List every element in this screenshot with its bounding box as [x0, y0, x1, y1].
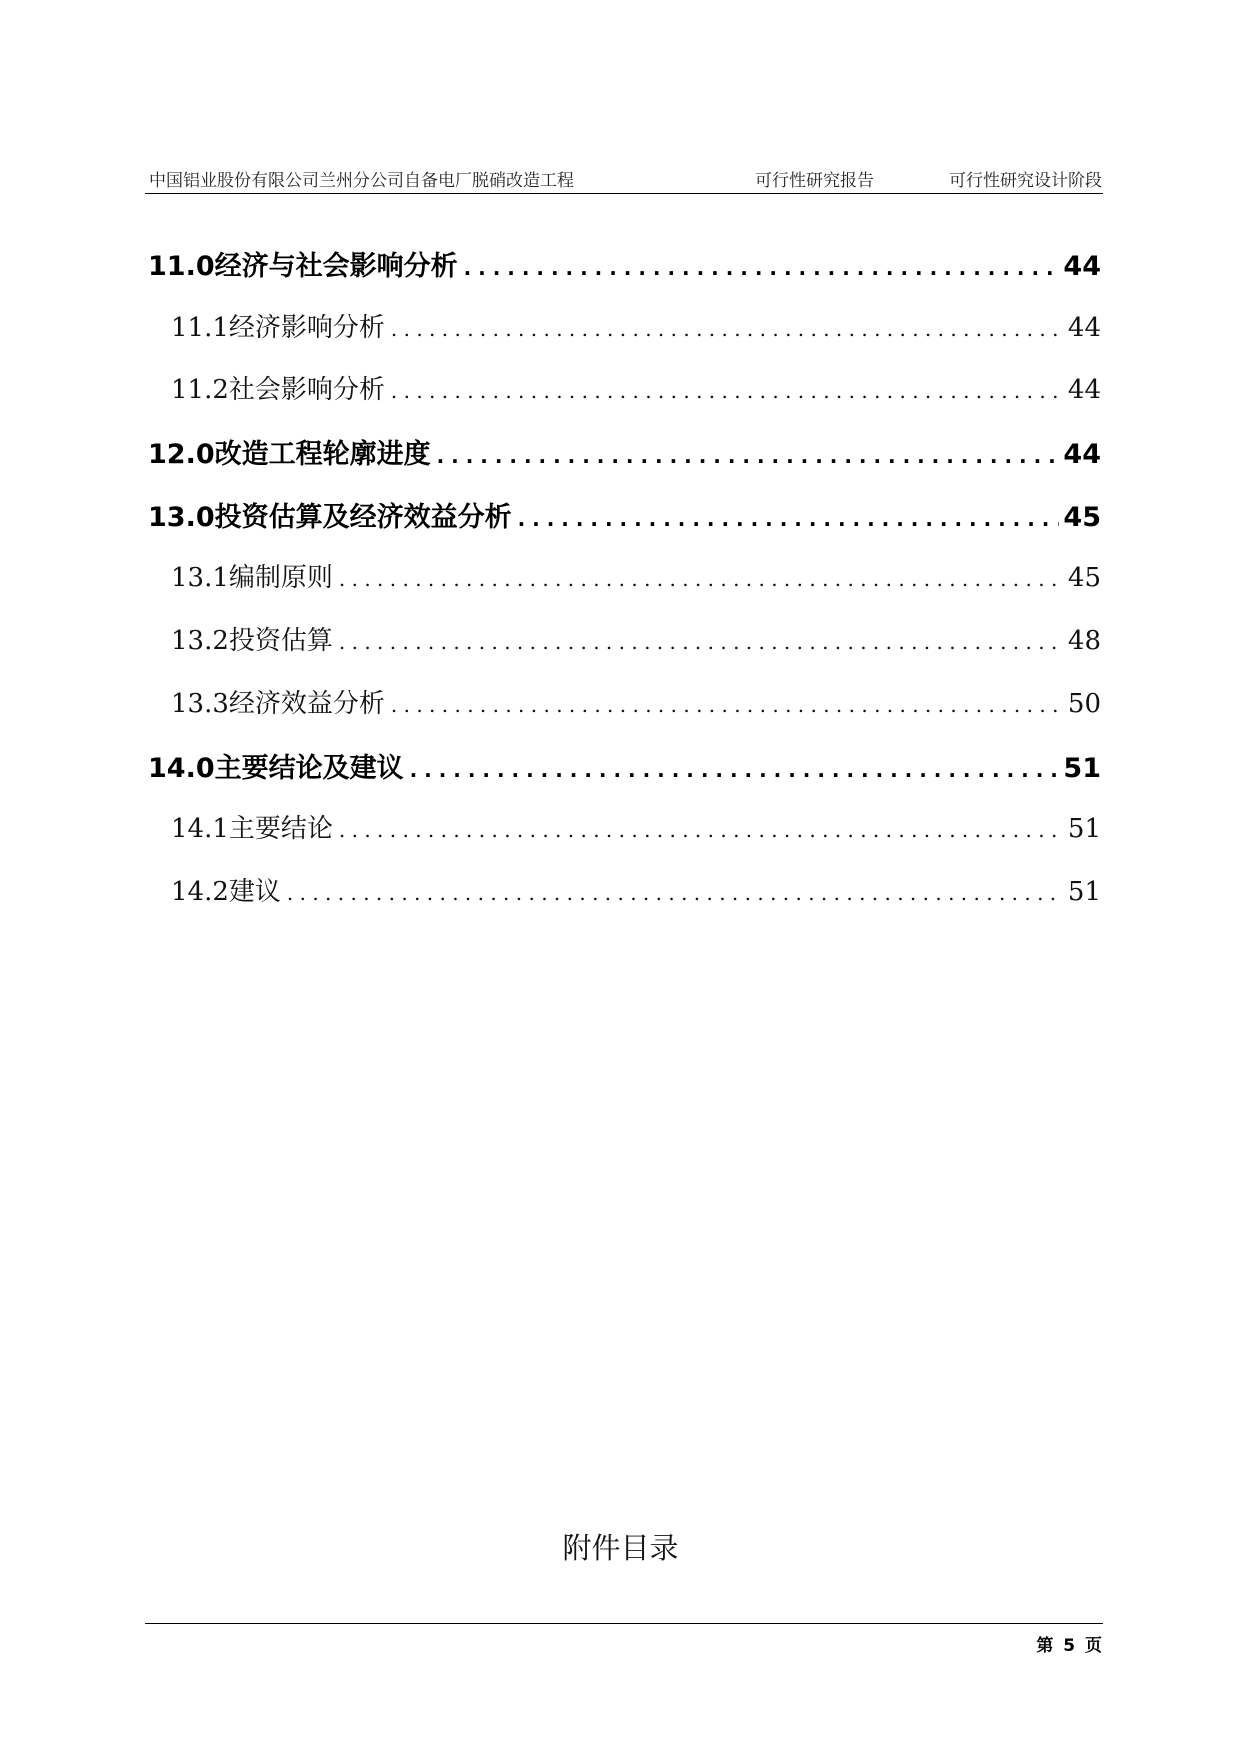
toc-number: 14.0 [148, 752, 215, 784]
toc-title: 主要结论 [228, 814, 333, 845]
toc-number: 11.1 [171, 312, 229, 343]
toc-dot-leader [339, 567, 1064, 591]
toc-entry-14-0[interactable] [148, 746, 1101, 809]
header-divider [145, 193, 1103, 194]
toc-entry-13-2[interactable] [148, 620, 1101, 683]
toc-number: 14.2 [171, 876, 229, 907]
toc-number: 12.0 [148, 439, 215, 471]
header-report-type: 可行性研究报告 [755, 171, 874, 191]
toc-page-number: 44 [1067, 312, 1101, 343]
toc-page-number: 51 [1063, 752, 1101, 784]
toc-entry-12-0[interactable] [148, 432, 1101, 495]
toc-page-number: 51 [1067, 814, 1101, 845]
toc-entry-11-1[interactable] [148, 307, 1101, 370]
toc-dot-leader [391, 317, 1064, 341]
toc-dot-leader [339, 630, 1064, 654]
toc-title: 主要结论及建议 [214, 752, 404, 784]
toc-title: 投资估算 [228, 626, 333, 657]
toc-number: 11.2 [171, 375, 229, 406]
toc-number: 11.0 [148, 251, 215, 282]
toc-title: 改造工程轮廓进度 [214, 439, 431, 471]
toc-dot-leader [391, 693, 1064, 717]
toc-title: 经济与社会影响分析 [214, 251, 458, 282]
toc-title: 编制原则 [228, 563, 333, 594]
toc-page-number: 44 [1063, 439, 1101, 471]
toc-dot-leader [518, 507, 1060, 531]
toc-page-number: 45 [1067, 563, 1101, 594]
header-design-stage: 可行性研究设计阶段 [949, 171, 1102, 191]
table-of-contents [148, 244, 1101, 934]
toc-page-number: 44 [1063, 251, 1101, 282]
toc-number: 13.3 [171, 688, 229, 719]
toc-entry-11-2[interactable] [148, 369, 1101, 432]
toc-page-number: 45 [1063, 501, 1101, 533]
toc-entry-13-0[interactable] [148, 495, 1101, 558]
toc-title: 建议 [228, 876, 281, 907]
page-number: 第 5 页 [1036, 1636, 1102, 1656]
toc-number: 14.1 [171, 814, 229, 845]
toc-page-number: 48 [1067, 626, 1101, 657]
footer-divider [145, 1623, 1103, 1624]
toc-page-number: 51 [1067, 876, 1101, 907]
toc-number: 13.2 [171, 626, 229, 657]
toc-title: 投资估算及经济效益分析 [214, 501, 512, 533]
toc-number: 13.1 [171, 563, 229, 594]
toc-number: 13.0 [148, 501, 215, 533]
toc-title: 经济效益分析 [228, 688, 385, 719]
toc-dot-leader [437, 444, 1060, 468]
toc-entry-14-1[interactable] [148, 808, 1101, 871]
toc-title: 经济影响分析 [228, 312, 385, 343]
toc-page-number: 44 [1067, 375, 1101, 406]
toc-entry-13-1[interactable] [148, 557, 1101, 620]
toc-entry-13-3[interactable] [148, 683, 1101, 746]
toc-dot-leader [287, 881, 1064, 905]
toc-dot-leader [410, 758, 1060, 782]
toc-title: 社会影响分析 [228, 375, 385, 406]
toc-dot-leader [464, 256, 1060, 280]
toc-dot-leader [339, 818, 1064, 842]
toc-dot-leader [391, 379, 1064, 403]
header-project-name: 中国铝业股份有限公司兰州分公司自备电厂脱硝改造工程 [149, 171, 574, 191]
page-header [147, 166, 1102, 194]
toc-entry-11-0[interactable] [148, 244, 1101, 307]
appendix-heading: 附件目录 [562, 1531, 679, 1565]
toc-entry-14-2[interactable] [148, 871, 1101, 934]
toc-page-number: 50 [1067, 688, 1101, 719]
